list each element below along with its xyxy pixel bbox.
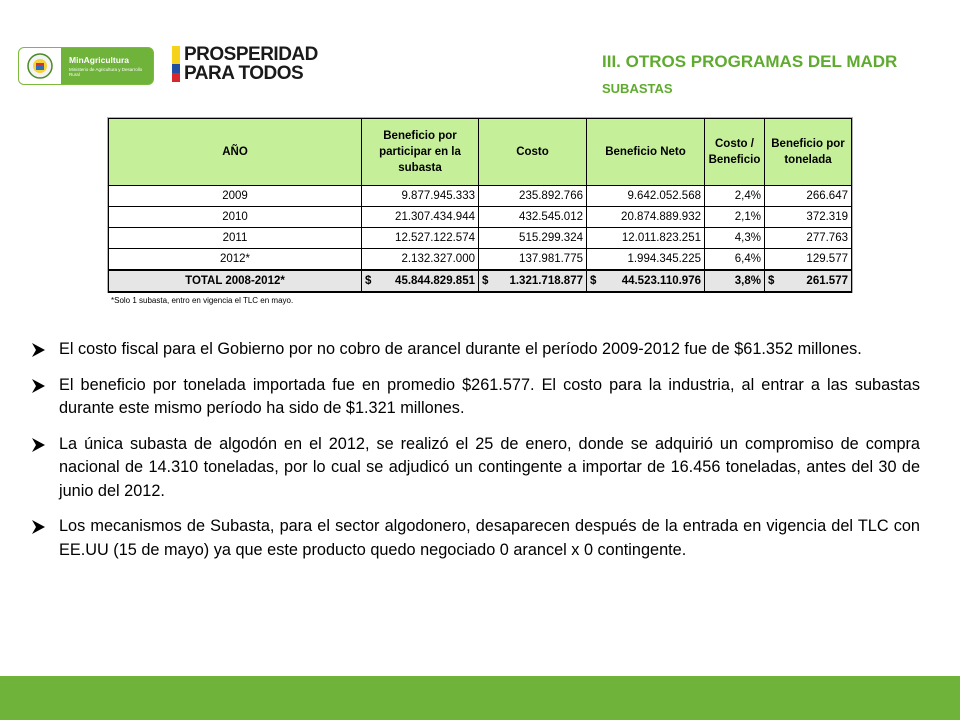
cell-costo: 235.892.766 (479, 186, 587, 207)
arrow-bullet-icon (32, 520, 45, 534)
table-row (109, 249, 852, 271)
bullet-text: El beneficio por tonelada importada fue en promedio $261.577. El costo para la industria, al entrar a las subastas durante este mismo período ha sido de $1.321 millones. (59, 375, 920, 417)
total-neto-cell (587, 270, 705, 292)
list-item (32, 433, 920, 504)
minagricultura-logo (18, 47, 154, 85)
table-row (109, 228, 852, 249)
total-tonelada: 261.577 (806, 275, 848, 287)
cell-year: 2010 (109, 207, 362, 228)
cell-ratio: 2,1% (705, 207, 765, 228)
subastas-table-container (107, 117, 853, 293)
bullet-text: Los mecanismos de Subasta, para el sector algodonero, desaparecen después de la entrada en vigencia del TLC con EE.UU (15 de mayo) ya que este producto quedo negociado 0 arancel x 0 contingente. (59, 517, 920, 559)
page-subtitle: SUBASTAS (602, 81, 673, 96)
bullet-list (32, 338, 920, 574)
header-tonelada: Beneficio por tonelada (765, 119, 852, 186)
total-neto: 44.523.110.976 (621, 275, 701, 287)
colombia-seal-icon (27, 53, 53, 79)
colombia-flag-icon (172, 46, 180, 82)
total-tonelada-cell (765, 270, 852, 292)
table-row (109, 207, 852, 228)
cell-neto: 9.642.052.568 (587, 186, 705, 207)
header-beneficio: Beneficio por participar en la subasta (362, 119, 479, 186)
prosperidad-line2: PARA TODOS (184, 63, 304, 84)
total-label: TOTAL 2008-2012* (109, 270, 362, 292)
page-title: III. OTROS PROGRAMAS DEL MADR (602, 52, 898, 71)
header-year: AÑO (109, 119, 362, 186)
cell-year: 2011 (109, 228, 362, 249)
prosperidad-line1: PROSPERIDAD (184, 44, 318, 65)
cell-beneficio: 2.132.327.000 (362, 249, 479, 271)
cell-beneficio: 21.307.434.944 (362, 207, 479, 228)
cell-ratio: 2,4% (705, 186, 765, 207)
cell-year: 2009 (109, 186, 362, 207)
prosperidad-logo (172, 44, 318, 86)
total-costo: 1.321.718.877 (509, 275, 583, 287)
currency-symbol: $ (768, 275, 775, 287)
cell-ratio: 6,4% (705, 249, 765, 271)
bullet-text: La única subasta de algodón en el 2012, se realizó el 25 de enero, donde se adquirió un compromiso de compra nacional de 14.310 toneladas, por lo cual se adjudicó un contingente a importar de 16.456 toneladas, antes del 30 de junio del 2012. (59, 434, 920, 500)
cell-tonelada: 129.577 (765, 249, 852, 271)
total-beneficio: 45.844.829.851 (395, 275, 475, 287)
list-item (32, 515, 920, 562)
cell-beneficio: 9.877.945.333 (362, 186, 479, 207)
total-costo-cell (479, 270, 587, 292)
cell-tonelada: 277.763 (765, 228, 852, 249)
table-row (109, 186, 852, 207)
currency-symbol: $ (482, 275, 489, 287)
bullet-text: El costo fiscal para el Gobierno por no cobro de arancel durante el período 2009-2012 fue de $61.352 millones. (59, 340, 862, 358)
arrow-bullet-icon (32, 379, 45, 393)
table-header-row (109, 119, 852, 186)
arrow-bullet-icon (32, 438, 45, 452)
table-total-row (109, 270, 852, 292)
cell-neto: 12.011.823.251 (587, 228, 705, 249)
footer-bar (0, 676, 960, 720)
minagricultura-name: MinAgricultura (69, 55, 129, 65)
cell-neto: 1.994.345.225 (587, 249, 705, 271)
cell-costo: 137.981.775 (479, 249, 587, 271)
cell-neto: 20.874.889.932 (587, 207, 705, 228)
header-neto: Beneficio Neto (587, 119, 705, 186)
currency-symbol: $ (590, 275, 597, 287)
list-item (32, 338, 920, 362)
table-footnote: *Solo 1 subasta, entro en vigencia el TLC en mayo. (111, 296, 294, 305)
cell-beneficio: 12.527.122.574 (362, 228, 479, 249)
cell-year: 2012* (109, 249, 362, 271)
total-ratio: 3,8% (705, 270, 765, 292)
header-costo: Costo (479, 119, 587, 186)
cell-tonelada: 372.319 (765, 207, 852, 228)
header-ratio: Costo / Beneficio (705, 119, 765, 186)
cell-ratio: 4,3% (705, 228, 765, 249)
minagricultura-subline: Ministerio de Agricultura y Desarrollo Rural (69, 67, 143, 77)
subastas-table (108, 118, 852, 293)
list-item (32, 374, 920, 421)
total-beneficio-cell (362, 270, 479, 292)
arrow-bullet-icon (32, 343, 45, 357)
cell-costo: 515.299.324 (479, 228, 587, 249)
currency-symbol: $ (365, 275, 372, 287)
cell-tonelada: 266.647 (765, 186, 852, 207)
cell-costo: 432.545.012 (479, 207, 587, 228)
